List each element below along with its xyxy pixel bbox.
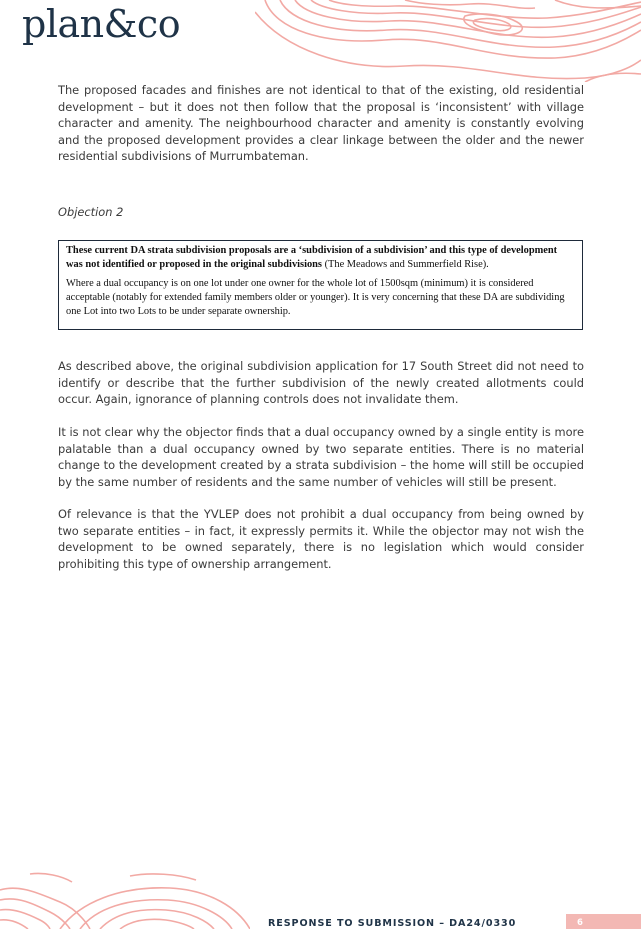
quote-bold-suffix: (The Meadows and Summerfield Rise). [321, 258, 489, 270]
body-paragraph: It is not clear why the objector finds that a dual occupancy owned by a single entity is more palatable than a dual occupancy owned by two separate entities. There is no material change to the development created by a strata subdivision – the home will still be occupied by the same number of residents and the same number of vehicles will still be present. [58, 425, 584, 489]
company-logo: plan&co [22, 2, 181, 46]
topographic-contour-top-decoration [255, 0, 641, 82]
objection-quote-box [58, 240, 583, 330]
footer-document-title: RESPONSE TO SUBMISSION – DA24/0330 [268, 918, 517, 929]
objection-heading: Objection 2 [58, 205, 124, 219]
page-number-tab [566, 914, 641, 929]
quote-bold-text: These current DA strata subdivision proposals are a ‘subdivision of a subdivision’ and this type of development was not identified or proposed in the original subdivisions [66, 245, 558, 270]
body-paragraph: Of relevance is that the YVLEP does not prohibit a dual occupancy from being owned by two separate entities – in fact, it expressly permits it. While the objector may not wish the development to be owned separately, there is no legislation which would consider prohibiting this type of ownership arrangement. [58, 507, 584, 571]
body-paragraph: The proposed facades and finishes are not identical to that of the existing, old residential development – but it does not then follow that the proposal is ‘inconsistent’ with village character and amenity. The neighbourhood character and amenity is constantly evolving and the proposed development provides a clear linkage between the older and the newer residential subdivisions of Murrumbateman. [58, 83, 584, 164]
topographic-contour-bottom-decoration [0, 872, 250, 929]
page-number: 6 [577, 918, 583, 928]
body-paragraph: As described above, the original subdivision application for 17 South Street did not need to identify or describe that the further subdivision of the newly created allotments could occur. Again, ignorance of planning controls does not invalidate them. [58, 359, 584, 407]
quote-bold-statement [66, 244, 574, 271]
quote-body-text: Where a dual occupancy is on one lot under one owner for the whole lot of 1500sqm (minimum) it is considered acceptable (notably for extended family members older or younger). It is very concerning that these DA are subdividing one Lot into two Lots to be under separate ownership. [66, 278, 565, 317]
